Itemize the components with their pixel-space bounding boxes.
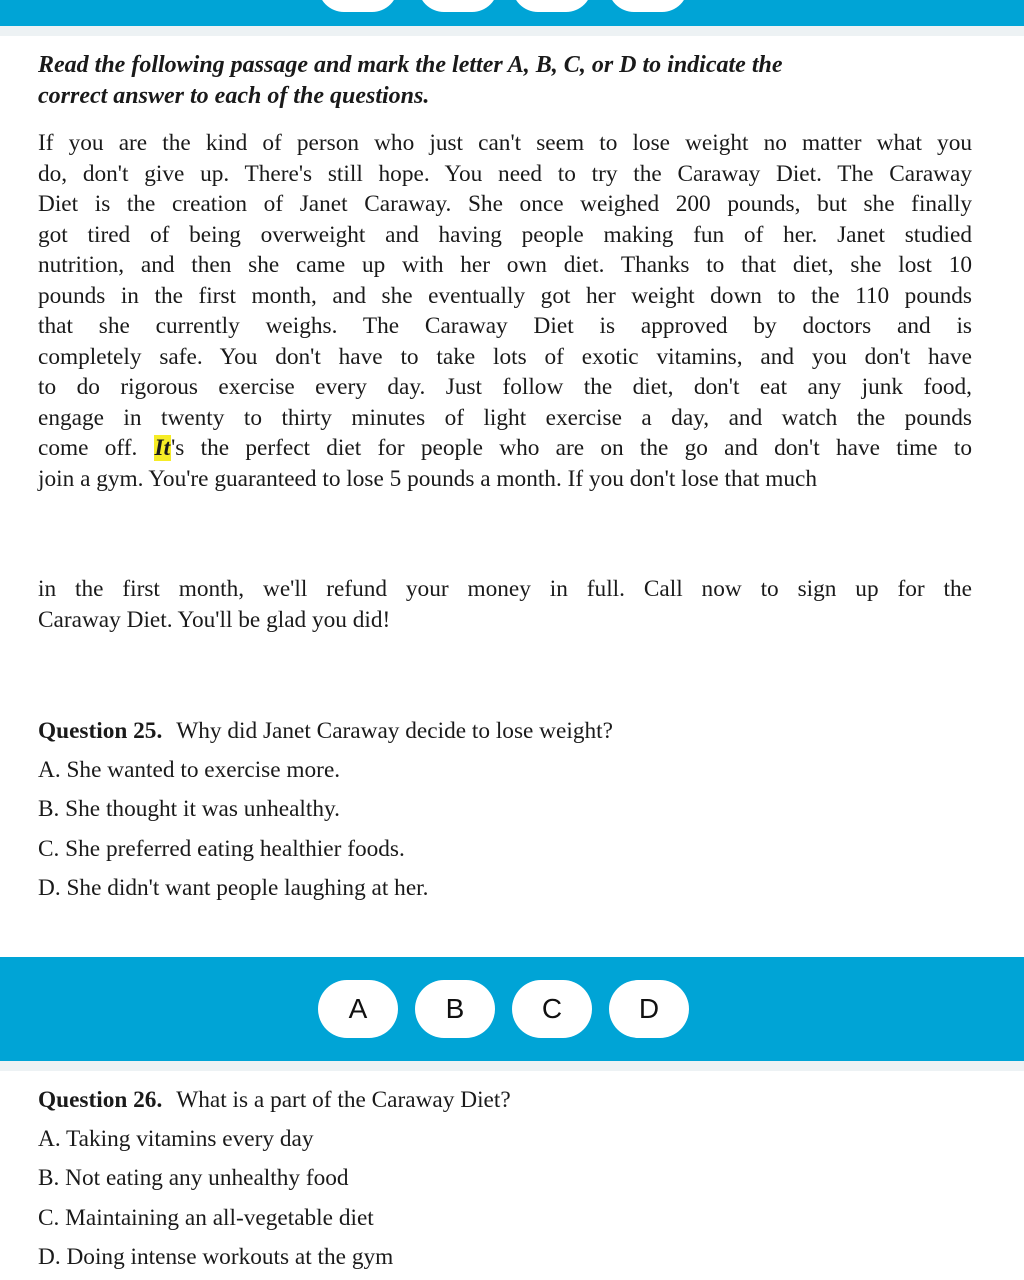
answer-button-c[interactable]: C [512, 980, 592, 1038]
instruction-line-2: correct answer to each of the questions. [38, 83, 430, 109]
option-a: A. Taking vitamins every day [38, 1126, 314, 1152]
option-d: D. Doing intense workouts at the gym [38, 1244, 394, 1270]
option-c: C. Maintaining an all-vegetable diet [38, 1205, 374, 1231]
answer-button-b-top[interactable] [418, 0, 498, 12]
passage-line: Diet is the creation of Janet Caraway. She once weighed 200 pounds, but she finally [38, 191, 972, 217]
answer-bar-top [0, 0, 1024, 26]
passage-fragment: 's the perfect diet for people who are on the go and don't have time to [171, 435, 972, 461]
answer-button-b[interactable]: B [415, 980, 495, 1038]
passage-line: that she currently weighs. The Caraway Diet is approved by doctors and is [38, 313, 972, 339]
reading-passage-continued [38, 574, 972, 635]
highlighted-word: It [154, 435, 171, 461]
answer-button-d-top[interactable] [608, 0, 688, 12]
question-text: Why did Janet Caraway decide to lose weight? [176, 718, 613, 744]
divider [0, 26, 1024, 36]
passage-line: got tired of being overweight and having people making fun of her. Janet studied [38, 221, 972, 248]
option-b: B. She thought it was unhealthy. [38, 796, 340, 822]
option-d: D. She didn't want people laughing at her. [38, 875, 429, 901]
passage-line: pounds in the first month, and she eventually got her weight down to the 110 pounds [38, 282, 972, 309]
question-text: What is a part of the Caraway Diet? [176, 1087, 511, 1113]
passage-line: Caraway Diet. You'll be glad you did! [38, 606, 391, 633]
passage-line: to do rigorous exercise every day. Just follow the diet, don't eat any junk food, [38, 374, 972, 400]
passage-line: join a gym. You're guaranteed to lose 5 pounds a month. If you don't lose that much [38, 465, 818, 492]
question-26-title [38, 1085, 511, 1115]
passage-line-highlighted [38, 433, 972, 464]
divider [0, 1061, 1024, 1071]
passage-line: If you are the kind of person who just can't seem to lose weight no matter what you [38, 130, 972, 156]
reading-passage [38, 128, 972, 494]
option-a: A. She wanted to exercise more. [38, 757, 341, 783]
question-25-title [38, 716, 613, 746]
option-b: B. Not eating any unhealthy food [38, 1165, 349, 1191]
question-number: Question 26. [38, 1087, 163, 1113]
passage-line: engage in twenty to thirty minutes of light exercise a day, and watch the pounds [38, 404, 972, 431]
answer-button-a[interactable]: A [318, 980, 398, 1038]
answer-button-c-top[interactable] [512, 0, 592, 12]
answer-bar [0, 957, 1024, 1061]
passage-line: in the first month, we'll refund your money in full. Call now to sign up for the [38, 576, 972, 602]
answer-button-d[interactable]: D [609, 980, 689, 1038]
passage-fragment: come off. [38, 435, 154, 461]
instruction-line-1: Read the following passage and mark the letter A, B, C, or D to indicate the [38, 52, 783, 78]
passage-line: nutrition, and then she came up with her own diet. Thanks to that diet, she lost 10 [38, 252, 972, 278]
answer-button-a-top[interactable] [318, 0, 398, 12]
option-c: C. She preferred eating healthier foods. [38, 836, 405, 862]
instruction-text [38, 50, 988, 112]
question-number: Question 25. [38, 718, 163, 744]
passage-line: completely safe. You don't have to take lots of exotic vitamins, and you don't have [38, 343, 972, 370]
passage-line: do, don't give up. There's still hope. You need to try the Caraway Diet. The Caraway [38, 160, 972, 187]
